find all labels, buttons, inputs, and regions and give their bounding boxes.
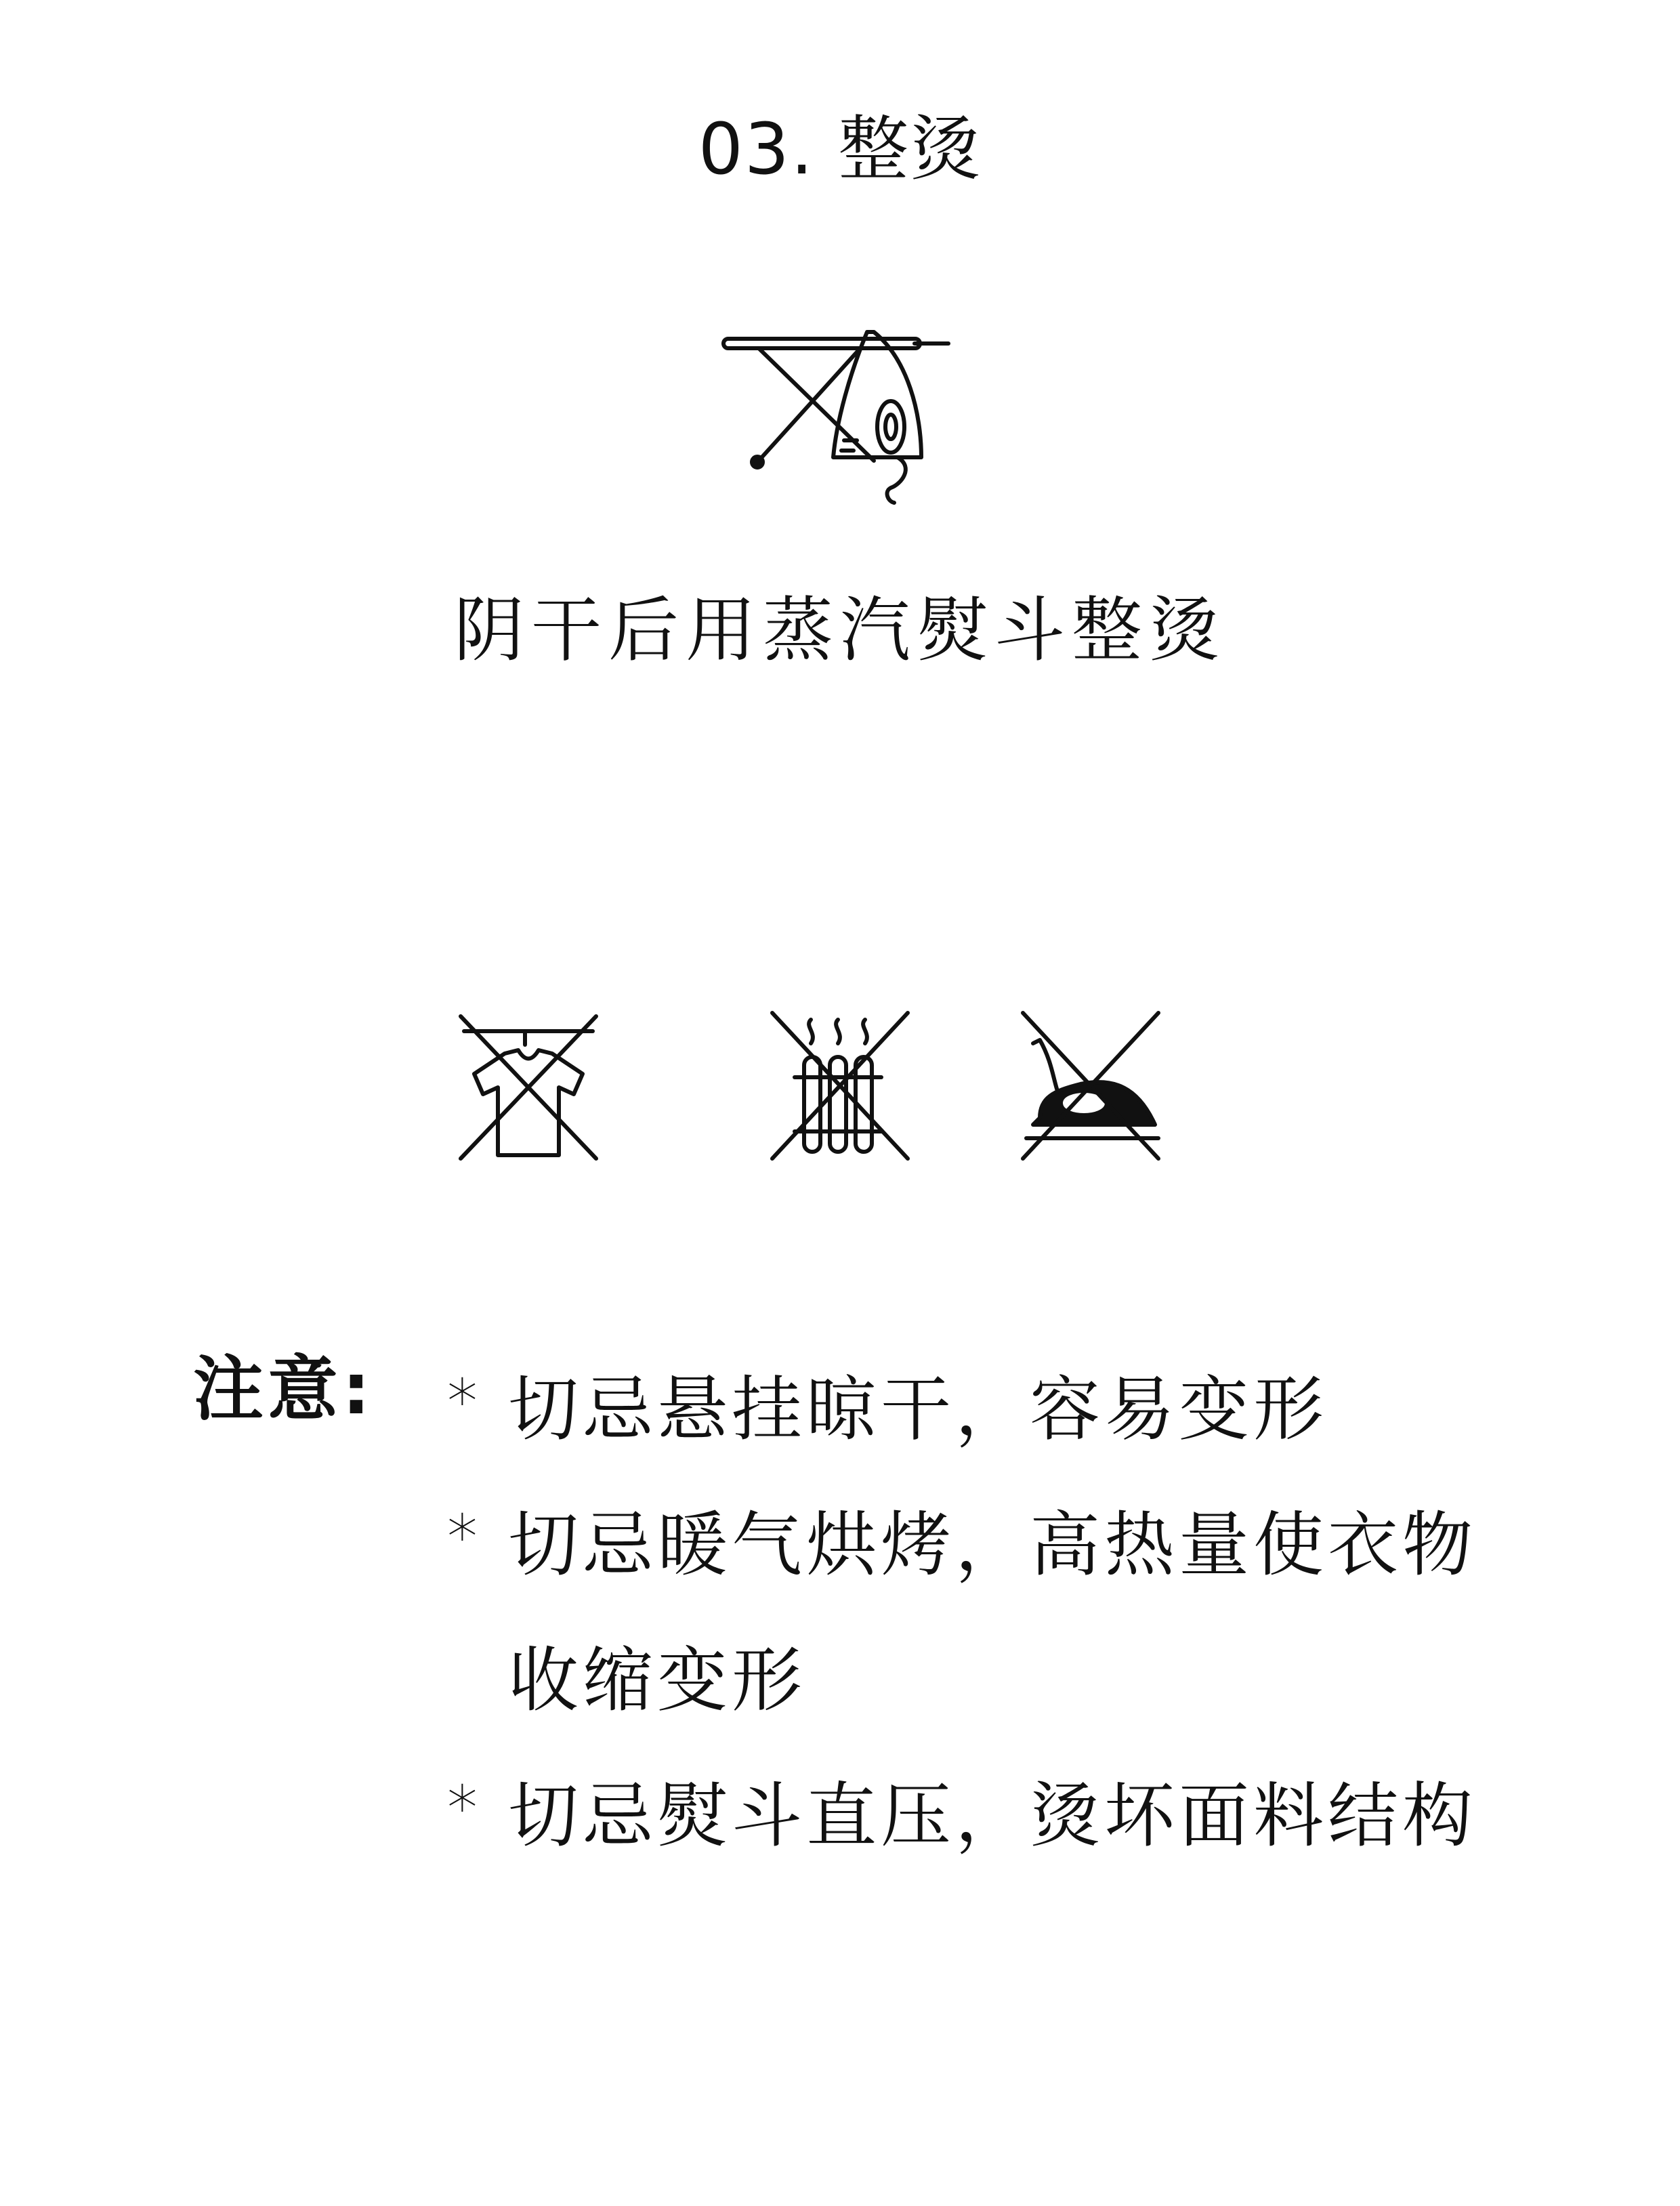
note-text-continuation: 收缩变形 bbox=[508, 1639, 807, 1722]
note-text: 切忌暖气烘烤，高热量使衣物 bbox=[508, 1503, 1477, 1586]
note-text: 切忌悬挂晾干，容易变形 bbox=[508, 1368, 1328, 1451]
steam-iron-icon bbox=[718, 318, 962, 508]
note-item bbox=[447, 1477, 1504, 1748]
ironing-instruction: 阴干后用蒸汽熨斗整烫 bbox=[453, 589, 1226, 671]
note-item bbox=[447, 1748, 1504, 1884]
note-item bbox=[447, 1341, 1504, 1477]
note-list bbox=[447, 1341, 1504, 1884]
note-label: 注意: bbox=[193, 1348, 375, 1430]
no-radiator-drying-icon bbox=[762, 1003, 918, 1165]
note-text: 切忌熨斗直压，烫坏面料结构 bbox=[508, 1774, 1477, 1857]
bullet-asterisk: * bbox=[447, 1773, 482, 1844]
no-hanging-dry-icon bbox=[450, 1003, 606, 1165]
bullet-asterisk: * bbox=[447, 1502, 482, 1573]
no-direct-ironing-icon bbox=[1013, 1003, 1169, 1165]
section-title: 03. 整烫 bbox=[698, 108, 982, 190]
bullet-asterisk: * bbox=[447, 1367, 482, 1438]
